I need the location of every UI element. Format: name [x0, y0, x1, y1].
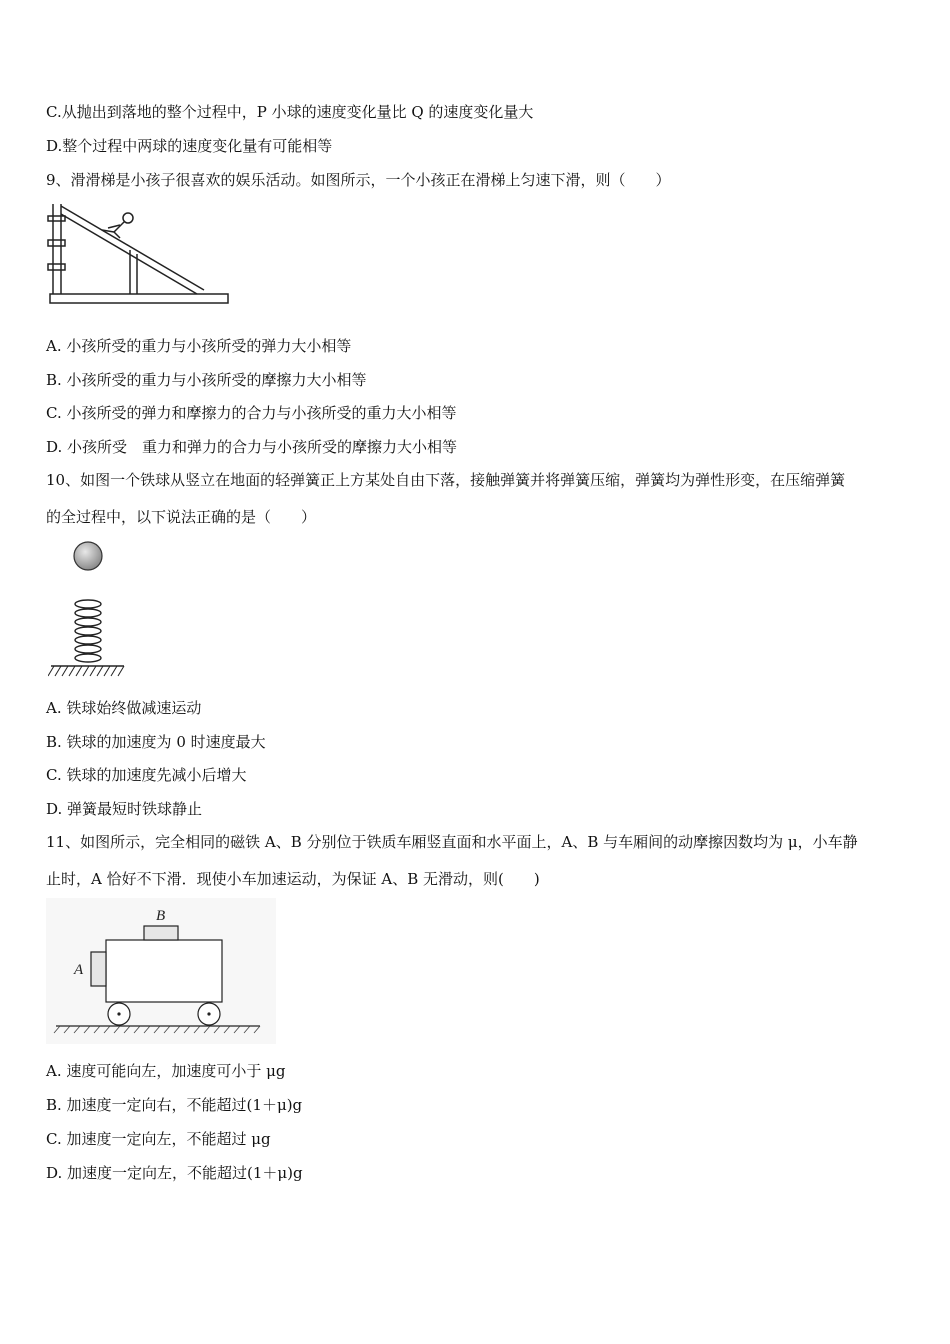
q10-option-a: A. 铁球始终做减速运动 — [46, 699, 202, 717]
q11-option-c: C. 加速度一定向左，不能超过 μg — [46, 1130, 271, 1148]
magnet-a — [91, 952, 106, 986]
q8-option-c: C.从抛出到落地的整个过程中，P 小球的速度变化量比 Q 的速度变化量大 — [46, 103, 534, 121]
q11-stem-line1: 11、如图所示，完全相同的磁铁 A、B 分别位于铁质车厢竖直面和水平面上，A、B 与车厢间的动摩擦因数均为 μ，小车静 — [46, 833, 858, 851]
magnet-b — [144, 926, 178, 940]
q9-option-a: A. 小孩所受的重力与小孩所受的弹力大小相等 — [46, 337, 352, 355]
q9-stem: 9、滑滑梯是小孩子很喜欢的娱乐活动。如图所示，一个小孩正在滑梯上匀速下滑，则（ ） — [46, 171, 671, 189]
slide-figure — [44, 200, 234, 308]
label-b: B — [156, 908, 166, 924]
iron-ball — [74, 542, 102, 570]
q9-option-d: D. 小孩所受 重力和弹力的合力与小孩所受的摩擦力大小相等 — [46, 438, 458, 456]
q11-option-d: D. 加速度一定向左，不能超过(1＋μ)g — [46, 1164, 303, 1182]
q11-option-b: B. 加速度一定向右，不能超过(1＋μ)g — [46, 1096, 303, 1114]
q9-option-b: B. 小孩所受的重力与小孩所受的摩擦力大小相等 — [46, 371, 367, 389]
q8-option-d: D.整个过程中两球的速度变化量有可能相等 — [46, 137, 333, 155]
spring-ball-figure — [48, 540, 128, 684]
label-a: A — [74, 962, 84, 978]
cart-body — [106, 940, 222, 1002]
q10-stem-line1: 10、如图一个铁球从竖立在地面的轻弹簧正上方某处自由下落，接触弹簧并将弹簧压缩，弹簧均为弹性形变，在压缩弹簧 — [46, 471, 846, 489]
q10-option-d: D. 弹簧最短时铁球静止 — [46, 800, 203, 818]
q10-option-b: B. 铁球的加速度为 0 时速度最大 — [46, 733, 266, 751]
spring — [75, 600, 101, 662]
q10-stem-line2: 的全过程中，以下说法正确的是（ ） — [46, 508, 317, 526]
q11-stem-line2: 止时，A 恰好不下滑．现使小车加速运动，为保证 A、B 无滑动，则( ) — [46, 870, 540, 888]
q10-option-c: C. 铁球的加速度先减小后增大 — [46, 766, 247, 784]
q11-option-a: A. 速度可能向左，加速度可小于 μg — [46, 1062, 286, 1080]
cart-figure — [46, 898, 276, 1044]
q9-option-c: C. 小孩所受的弹力和摩擦力的合力与小孩所受的重力大小相等 — [46, 404, 457, 422]
